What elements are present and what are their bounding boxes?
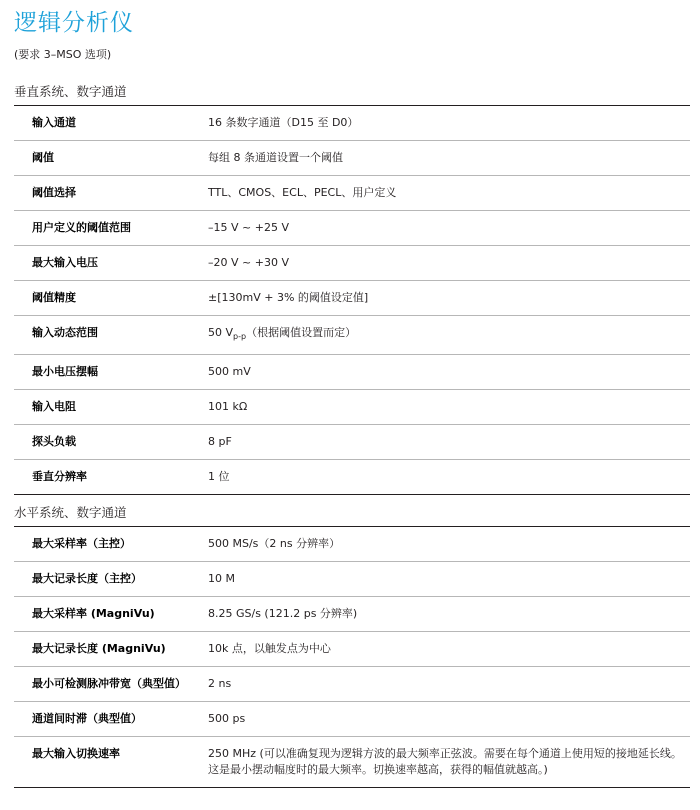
spec-value — [208, 316, 690, 355]
spec-value: 1 位 — [208, 460, 690, 495]
spec-value: 500 ps — [208, 702, 690, 737]
table-row — [14, 737, 690, 788]
spec-label: 通道间时滞（典型值） — [14, 702, 208, 737]
table-row — [14, 141, 690, 176]
table-row — [14, 562, 690, 597]
table-row — [14, 246, 690, 281]
table-row — [14, 667, 690, 702]
spec-label: 阈值 — [14, 141, 208, 176]
spec-value: TTL、CMOS、ECL、PECL、用户定义 — [208, 176, 690, 211]
table-row — [14, 390, 690, 425]
spec-label: 探头负载 — [14, 425, 208, 460]
spec-value: 每组 8 条通道设置一个阈值 — [208, 141, 690, 176]
table-row — [14, 106, 690, 141]
spec-label: 用户定义的阈值范围 — [14, 211, 208, 246]
spec-value: –20 V ~ +30 V — [208, 246, 690, 281]
spec-value: 500 mV — [208, 355, 690, 390]
spec-value-subscript: p-p — [233, 332, 247, 342]
spec-label: 最大输入电压 — [14, 246, 208, 281]
spec-value: –15 V ~ +25 V — [208, 211, 690, 246]
spec-value: 500 MS/s（2 ns 分辨率） — [208, 527, 690, 562]
table-row — [14, 597, 690, 632]
spec-label: 输入动态范围 — [14, 316, 208, 355]
spec-label: 最小可检测脉冲带宽（典型值） — [14, 667, 208, 702]
spec-table-vertical — [14, 105, 690, 495]
table-row — [14, 460, 690, 495]
page-title: 逻辑分析仪 — [14, 10, 134, 36]
spec-label: 输入通道 — [14, 106, 208, 141]
spec-value: 8.25 GS/s (121.2 ps 分辨率) — [208, 597, 690, 632]
spec-value: 2 ns — [208, 667, 690, 702]
table-row — [14, 281, 690, 316]
spec-value: 10k 点，以触发点为中心 — [208, 632, 690, 667]
table-row — [14, 176, 690, 211]
table-row — [14, 527, 690, 562]
spec-label: 输入电阻 — [14, 390, 208, 425]
table-row — [14, 211, 690, 246]
page-subtitle: (要求 3–MSO 选项) — [14, 48, 112, 61]
spec-label: 阈值选择 — [14, 176, 208, 211]
spec-value: 16 条数字通道（D15 至 D0） — [208, 106, 690, 141]
spec-value: ±[130mV + 3% 的阈值设定值] — [208, 281, 690, 316]
spec-label: 最大采样率 (MagniVu) — [14, 597, 208, 632]
spec-label: 最大记录长度 (MagniVu) — [14, 632, 208, 667]
spec-value-note: （根据阈值设置而定） — [246, 326, 357, 339]
spec-value: 10 M — [208, 562, 690, 597]
section-title-horizontal: 水平系统、数字通道 — [14, 505, 127, 520]
spec-label: 最大输入切换速率 — [14, 737, 208, 788]
table-row — [14, 425, 690, 460]
table-row — [14, 316, 690, 355]
spec-label: 最小电压摆幅 — [14, 355, 208, 390]
spec-value: 250 MHz (可以准确复现为逻辑方波的最大频率正弦波。需要在每个通道上使用短的接地延长线。这是最小摆动幅度时的最大频率。切换速率越高，获得的幅值就越高。) — [208, 737, 690, 788]
spec-label: 最大采样率（主控） — [14, 527, 208, 562]
spec-label: 最大记录长度（主控） — [14, 562, 208, 597]
spec-value-main: 50 V — [208, 326, 234, 339]
spec-label: 垂直分辨率 — [14, 460, 208, 495]
spec-table-horizontal — [14, 526, 690, 788]
table-row — [14, 355, 690, 390]
table-row — [14, 702, 690, 737]
section-title-vertical: 垂直系统、数字通道 — [14, 84, 127, 99]
spec-value: 8 pF — [208, 425, 690, 460]
spec-value: 101 kΩ — [208, 390, 690, 425]
table-row — [14, 632, 690, 667]
spec-label: 阈值精度 — [14, 281, 208, 316]
